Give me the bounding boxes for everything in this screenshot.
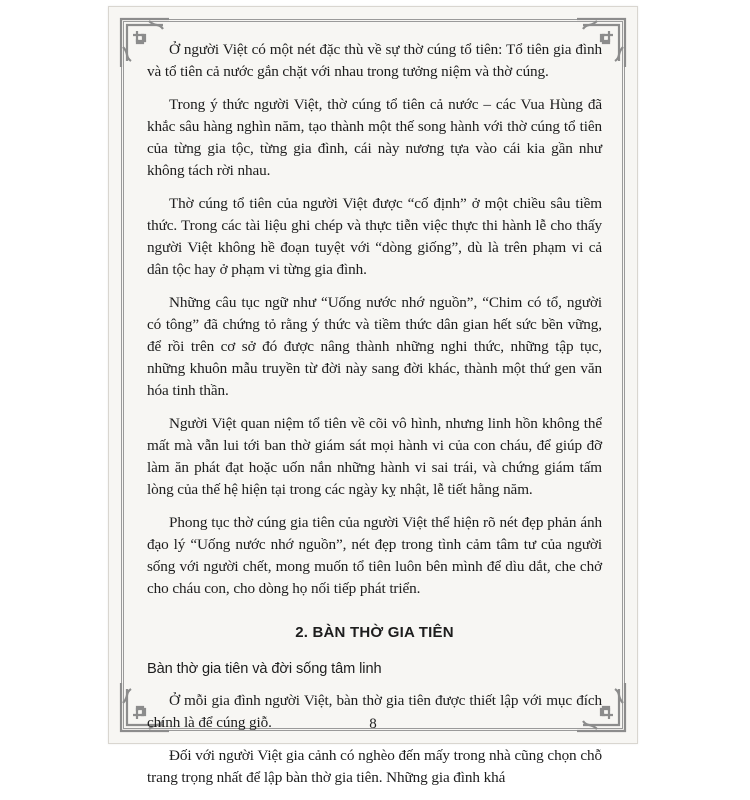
body-paragraph: Ở người Việt có một nét đặc thù về sự thờ cúng tổ tiên: Tổ tiên gia đình và tổ tiên cả nước gắn chặt với nhau trong tưởng niệm và thờ cúng. — [147, 41, 602, 80]
body-paragraph: Người Việt quan niệm tổ tiên về cõi vô hình, nhưng linh hồn không thể mất mà vẫn lui tới ban thờ giám sát mọi hành vi của con cháu, để giúp đỡ làm ăn phát đạt hoặc uốn nắn những hành vi sai trái, và chứng giám tấm lòng của thế hệ hiện tại trong các ngày kỵ nhật, lễ tiết hằng năm. — [147, 415, 602, 498]
body-paragraph: Những câu tục ngữ như “Uống nước nhớ nguồn”, “Chim có tổ, người có tông” đã chứng tỏ rằng ý thức và tiềm thức dân gian hết sức bền vững, để rồi trên cơ sở đó được nâng thành những nghi thức, những tập tục, những khuôn mẫu truyền từ đời này sang đời khác, thành một thứ gen văn hóa tinh thần. — [147, 294, 602, 399]
page-body — [147, 39, 602, 800]
body-paragraph: Phong tục thờ cúng gia tiên của người Việt thể hiện rõ nét đẹp phản ánh đạo lý “Uống nước nhớ nguồn”, nét đẹp trong tình cảm tâm tư của người sống với người chết, mong muốn tổ tiên luôn bên mình để dìu dắt, che chở cho cháu con, cho dòng họ nối tiếp phát triển. — [147, 514, 602, 597]
section-heading: 2. BÀN THỜ GIA TIÊN — [295, 624, 454, 641]
sub-heading: Bàn thờ gia tiên và đời sống tâm linh — [147, 661, 382, 677]
page-number: 8 — [369, 716, 377, 732]
body-paragraph: Trong ý thức người Việt, thờ cúng tổ tiên cả nước – các Vua Hùng đã khắc sâu hàng nghìn năm, tạo thành một thế song hành với thờ cúng tổ tiên của từng gia tộc, từng gia đình, cái này nương tựa vào cái kia gần như không tách rời nhau. — [147, 96, 602, 179]
body-paragraph: Ở mỗi gia đình người Việt, bàn thờ gia tiên được thiết lập với mục đích chính là để cúng giỗ. — [147, 692, 602, 731]
body-paragraph: Thờ cúng tổ tiên của người Việt được “cố định” ở một chiều sâu tiềm thức. Trong các tài liệu ghi chép và thực tiễn việc thực thi hành lễ cho thấy người Việt không hề đoạn tuyệt với “dòng giống”, dù là trên phạm vi cả dân tộc hay ở phạm vi từng gia đình. — [147, 195, 602, 278]
book-page — [108, 6, 638, 786]
body-paragraph: Đối với người Việt gia cảnh có nghèo đến mấy trong nhà cũng chọn chỗ trang trọng nhất để lập bàn thờ gia tiên. Những gia đình khá — [147, 747, 602, 786]
